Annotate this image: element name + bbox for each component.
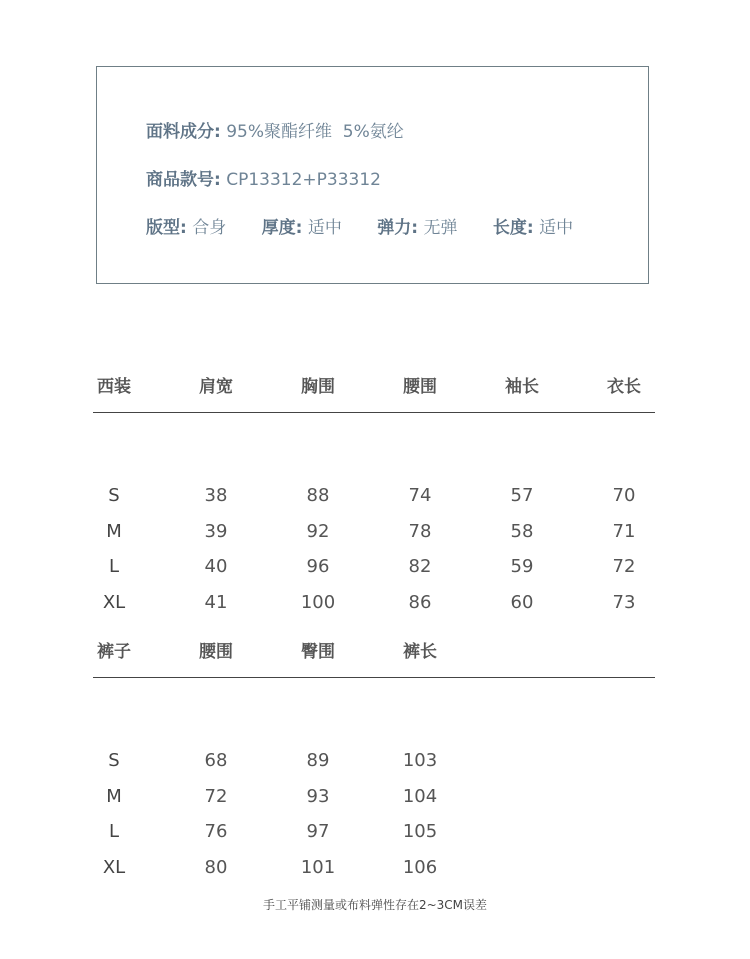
header-cell: 袖长 xyxy=(505,377,539,397)
table-cell: 80 xyxy=(204,857,228,878)
table-cell: 76 xyxy=(204,821,228,842)
table-row xyxy=(93,556,655,584)
table-cell: 103 xyxy=(402,750,438,771)
measurement-note: 手工平铺测量或布料弹性存在2~3CM误差 xyxy=(262,898,488,912)
header-cell: 西装 xyxy=(97,377,131,397)
header-cell: 腰围 xyxy=(403,377,437,397)
table-row xyxy=(93,521,655,549)
attribute-value: 合身 xyxy=(192,218,227,238)
header-cell: 肩宽 xyxy=(199,377,233,397)
header-cell: 裤长 xyxy=(403,642,437,662)
product-attributes xyxy=(146,213,573,238)
attribute-label: 厚度: xyxy=(261,218,303,238)
table-row xyxy=(93,786,655,814)
table-row xyxy=(93,750,655,778)
product-info-box xyxy=(96,66,649,284)
table-cell: M xyxy=(106,786,122,807)
table-cell: 58 xyxy=(510,521,534,542)
header-cell: 胸围 xyxy=(301,377,335,397)
table-cell: 101 xyxy=(300,857,336,878)
table-cell: 60 xyxy=(510,592,534,613)
table-cell: L xyxy=(108,821,120,842)
attribute-value: 无弹 xyxy=(423,218,458,238)
attribute-thickness xyxy=(262,213,342,238)
table-cell: 92 xyxy=(306,521,330,542)
table-cell: 78 xyxy=(408,521,432,542)
table-cell: 89 xyxy=(306,750,330,771)
table-header xyxy=(93,637,655,678)
header-cell: 裤子 xyxy=(97,642,131,662)
table-cell: 39 xyxy=(204,521,228,542)
fabric-composition xyxy=(146,117,404,142)
table-row xyxy=(93,592,655,620)
table-cell: 88 xyxy=(306,485,330,506)
attribute-value: 适中 xyxy=(539,218,574,238)
fabric-label: 面料成分: xyxy=(146,122,221,142)
table-cell: M xyxy=(106,521,122,542)
table-cell: 73 xyxy=(612,592,636,613)
table-cell: 97 xyxy=(306,821,330,842)
table-cell: 100 xyxy=(300,592,336,613)
header-cell: 腰围 xyxy=(199,642,233,662)
attribute-label: 长度: xyxy=(492,218,534,238)
attribute-value: 适中 xyxy=(307,218,342,238)
table-cell: 72 xyxy=(612,556,636,577)
header-cell: 衣长 xyxy=(607,377,641,397)
table-cell: XL xyxy=(102,592,126,613)
table-cell: 40 xyxy=(204,556,228,577)
table-cell: S xyxy=(108,750,120,771)
style-number-label: 商品款号: xyxy=(146,170,221,190)
table-cell: 68 xyxy=(204,750,228,771)
table-row xyxy=(93,857,655,885)
table-cell: 74 xyxy=(408,485,432,506)
table-cell: 71 xyxy=(612,521,636,542)
table-cell: XL xyxy=(102,857,126,878)
table-row xyxy=(93,821,655,849)
attribute-label: 弹力: xyxy=(377,218,419,238)
attribute-fit xyxy=(146,213,226,238)
table-cell: 57 xyxy=(510,485,534,506)
jacket-size-table xyxy=(93,372,655,613)
table-header xyxy=(93,372,655,413)
style-number-value: CP13312+P33312 xyxy=(226,170,381,190)
attribute-elasticity xyxy=(377,213,457,238)
table-cell: 70 xyxy=(612,485,636,506)
table-cell: 86 xyxy=(408,592,432,613)
table-cell: 59 xyxy=(510,556,534,577)
style-number xyxy=(146,165,381,190)
table-cell: 104 xyxy=(402,786,438,807)
table-cell: 105 xyxy=(402,821,438,842)
table-cell: L xyxy=(108,556,120,577)
attribute-label: 版型: xyxy=(146,218,187,238)
header-cell: 臀围 xyxy=(301,642,335,662)
pants-size-table xyxy=(93,637,655,878)
table-cell: 106 xyxy=(402,857,438,878)
table-cell: 96 xyxy=(306,556,330,577)
fabric-value: 95%聚酯纤维 5%氨纶 xyxy=(226,122,404,142)
table-cell: 72 xyxy=(204,786,228,807)
table-cell: 41 xyxy=(204,592,228,613)
table-row xyxy=(93,485,655,513)
table-cell: 38 xyxy=(204,485,228,506)
attribute-length xyxy=(493,213,573,238)
table-cell: 93 xyxy=(306,786,330,807)
table-cell: 82 xyxy=(408,556,432,577)
table-cell: S xyxy=(108,485,120,506)
